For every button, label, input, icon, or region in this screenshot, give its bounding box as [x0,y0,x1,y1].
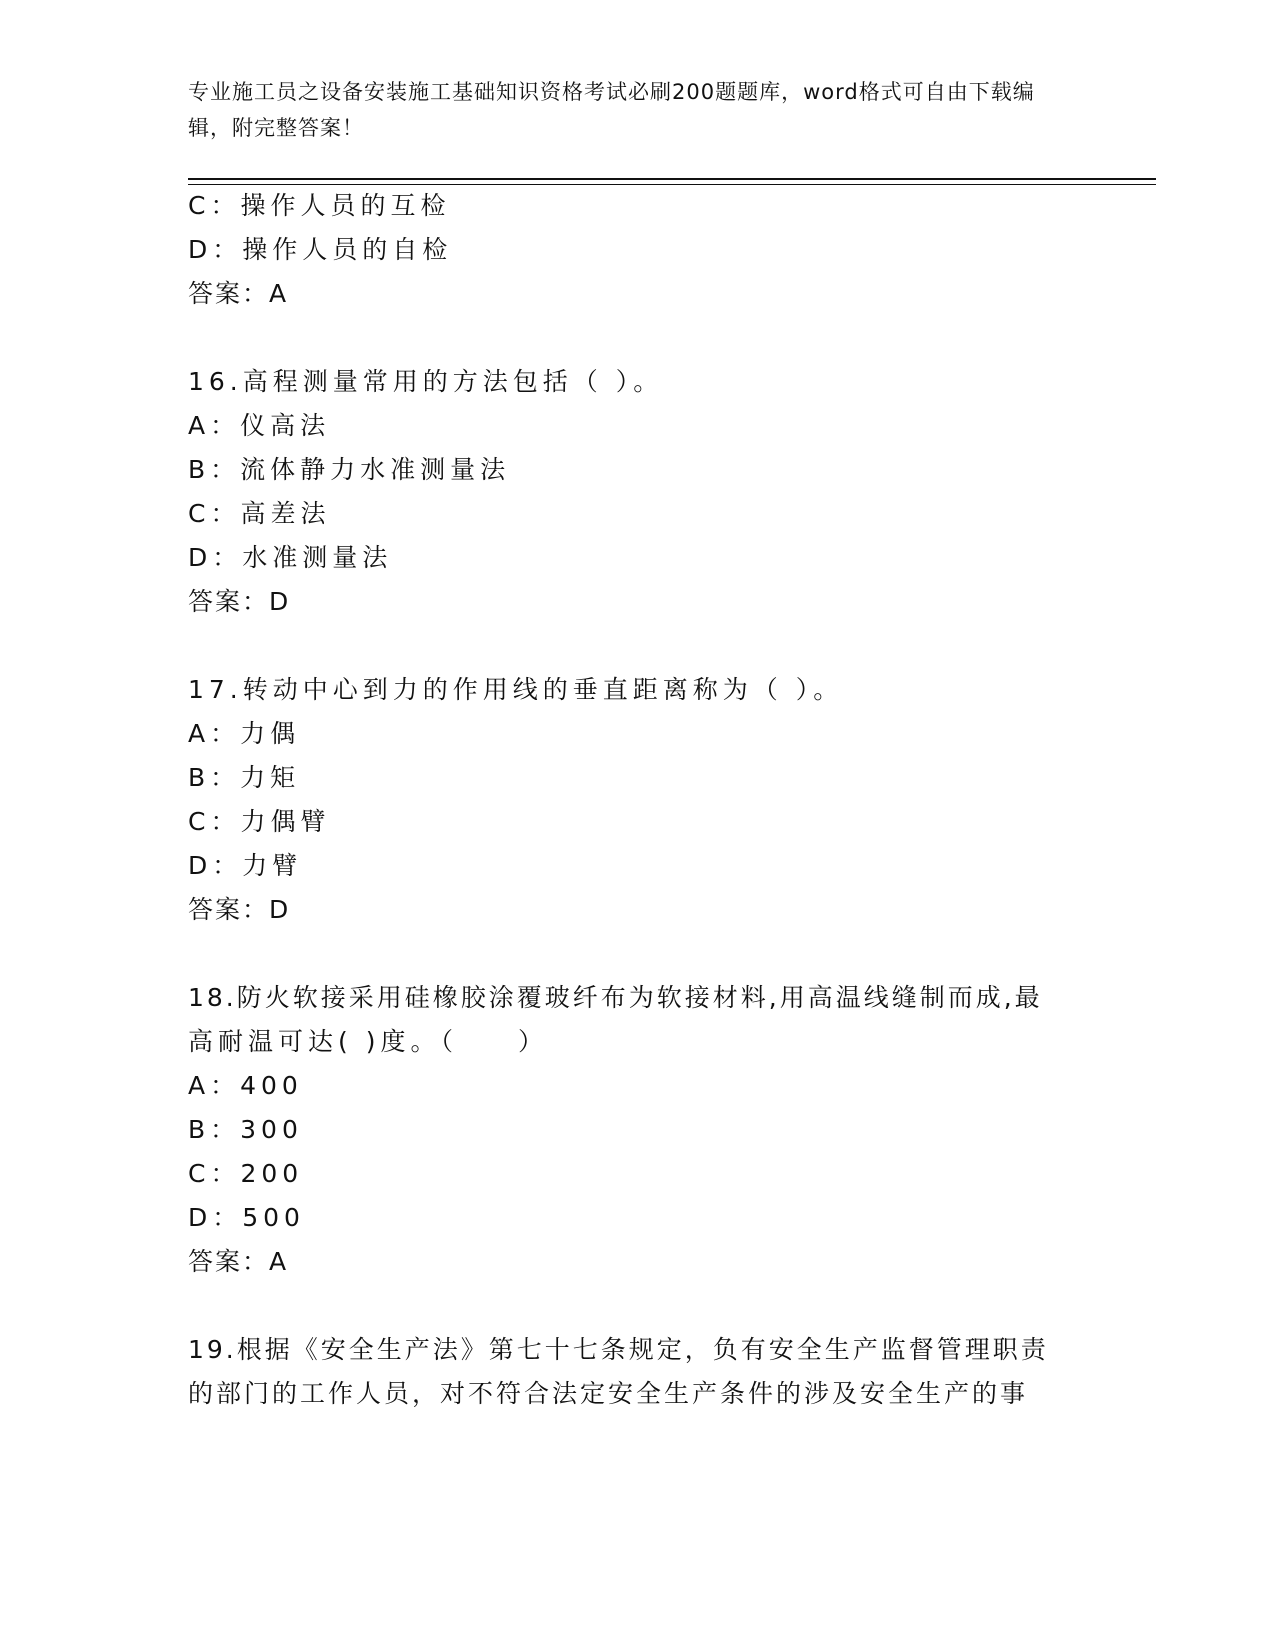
question-19-line-1: 19.根据《安全生产法》第七十七条规定，负有安全生产监督管理职责 [188,1335,1049,1364]
option-c: C：力偶臂 [188,807,331,836]
answer: 答案：D [188,587,291,616]
option-a: A：力偶 [188,719,301,748]
option-c: C：高差法 [188,499,331,528]
option-b: B：流体静力水准测量法 [188,455,511,484]
question-18-line-2: 高耐温可达( )度。（ ） [188,1027,548,1056]
header-rule-thin [188,184,1156,185]
question-17: 17.转动中心到力的作用线的垂直距离称为（ ）。 [188,675,844,704]
option-d: D：500 [188,1203,305,1232]
option-c: C：操作人员的互检 [188,191,451,220]
question-18-line-1: 18.防火软接采用硅橡胶涂覆玻纤布为软接材料,用高温线缝制而成,最 [188,983,1043,1012]
document-header: 专业施工员之设备安装施工基础知识资格考试必刷200题题库，word格式可自由下载编辑，附完整答案！ [188,80,1035,140]
option-d: D：水准测量法 [188,543,393,572]
option-d: D：操作人员的自检 [188,235,453,264]
question-16: 16.高程测量常用的方法包括（ ）。 [188,367,664,396]
option-d: D：力臂 [188,851,303,880]
answer: 答案：A [188,279,289,308]
question-19-line-2: 的部门的工作人员，对不符合法定安全生产条件的涉及安全生产的事 [188,1379,1029,1408]
option-c: C：200 [188,1159,304,1188]
option-b: B：力矩 [188,763,301,792]
option-a: A：仪高法 [188,411,331,440]
answer: 答案：D [188,895,291,924]
option-b: B：300 [188,1115,303,1144]
answer: 答案：A [188,1247,289,1276]
header-rule-thick [188,178,1156,180]
option-a: A：400 [188,1071,303,1100]
